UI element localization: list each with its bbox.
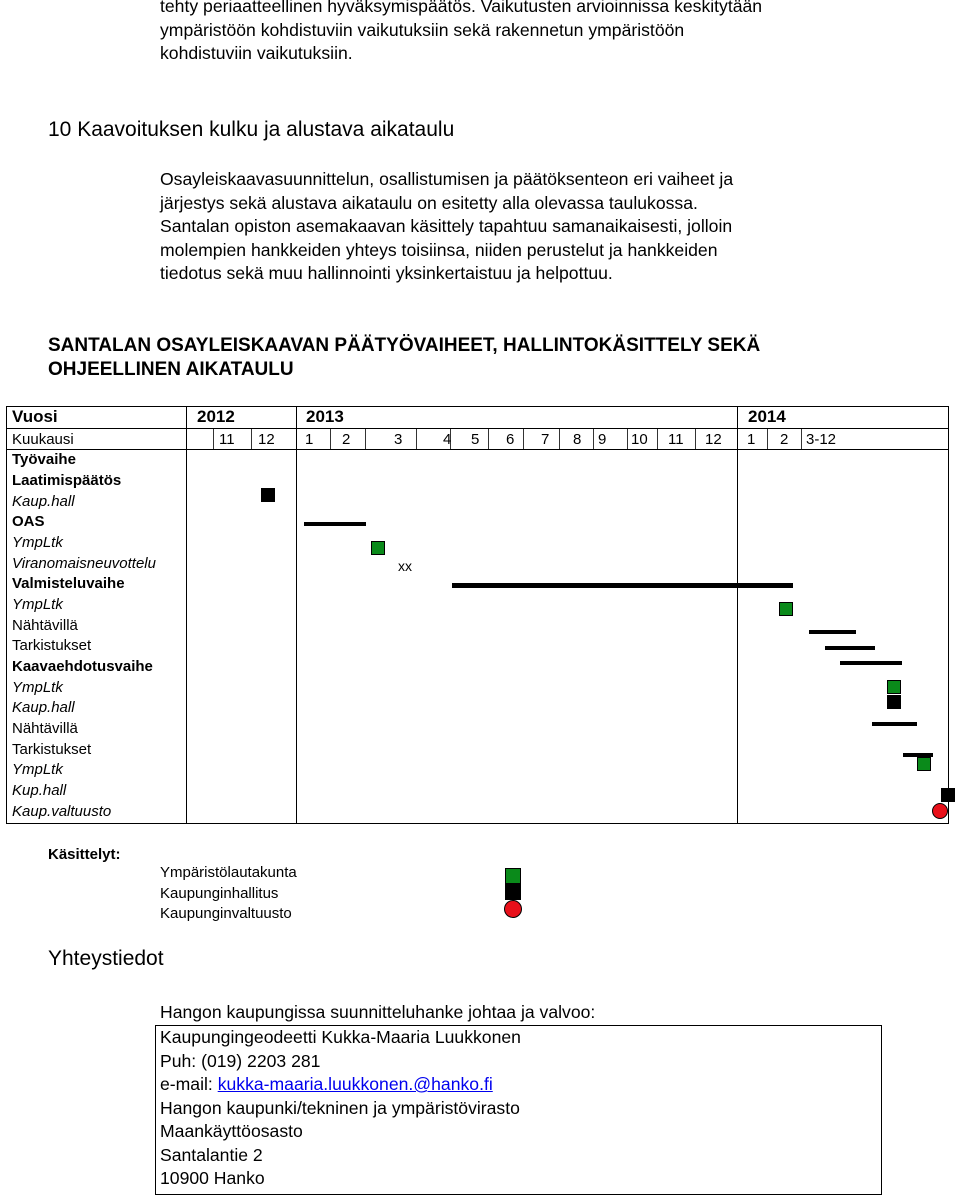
ympltk-marker (887, 680, 901, 694)
legend-green-square-icon (505, 868, 521, 884)
legend-item: Ympäristölautakunta (160, 864, 297, 881)
month-label: Kuukausi (12, 431, 74, 448)
contact-phone: Puh: (019) 2203 281 (160, 1050, 321, 1071)
section-heading: 10 Kaavoituksen kulku ja alustava aikataulu (48, 118, 455, 141)
year-2013: 2013 (306, 407, 344, 426)
contact-email-row (160, 1073, 521, 1097)
contact-intro: Hangon kaupungissa suunnitteluhanke johtaa ja valvoo: (160, 1002, 596, 1022)
row-label: Laatimispäätös (12, 472, 122, 489)
schedule-heading-line: SANTALAN OSAYLEISKAAVAN PÄÄTYÖVAIHEET, HALLINTOKÄSITTELY SEKÄ (48, 335, 761, 356)
paragraph-line: Santalan opiston asemakaavan käsittely tapahtuu samanaikaisesti, jolloin (160, 216, 733, 236)
month-cell: 1 (747, 431, 756, 448)
row-label: Kaavaehdotusvaihe (12, 658, 153, 675)
kaup-hall-marker (887, 695, 901, 709)
legend-item: Kaupunginvaltuusto (160, 905, 292, 922)
row-label: Viranomaisneuvottelu (12, 555, 156, 572)
month-cell: 10 (631, 431, 648, 448)
paragraph-line: molempien hankkeiden yhteys toisiinsa, niiden perustelut ja hankkeiden (160, 239, 718, 260)
nahtavilla-bar (872, 722, 917, 726)
row-label: Nähtävillä (12, 617, 78, 634)
row-label: YmpLtk (12, 761, 63, 778)
paragraph-line: Osayleiskaavasuunnittelun, osallistumisen ja päätöksenteon eri vaiheet ja (160, 169, 734, 189)
month-cell: 12 (258, 431, 275, 448)
row-label: Kup.hall (12, 782, 67, 799)
paragraph-line: järjestys sekä alustava aikataulu on esitetty alla olevassa taulukossa. (160, 192, 698, 213)
month-cell: 1 (305, 431, 314, 448)
month-cell: 5 (471, 431, 480, 448)
ympltk-marker (917, 757, 931, 771)
row-label: Nähtävillä (12, 720, 78, 737)
row-label: Kaup.valtuusto (12, 803, 112, 820)
month-cell: 9 (598, 431, 607, 448)
row-label: YmpLtk (12, 534, 63, 551)
nahtavilla-bar (809, 630, 856, 634)
year-label: Vuosi (12, 407, 58, 426)
row-label: Tarkistukset (12, 637, 92, 654)
contact-city: 10900 Hanko (160, 1168, 265, 1188)
row-label: Työvaihe (12, 451, 76, 468)
month-cell: 3-12 (806, 431, 837, 448)
email-link[interactable]: kukka-maaria.luukkonen.@hanko.fi (217, 1074, 493, 1094)
month-cell: 11 (668, 431, 684, 448)
row-label: Tarkistukset (12, 741, 92, 758)
row-label: YmpLtk (12, 679, 63, 696)
intro-line: tehty periaatteellinen hyväksymispäätös. Vaikutusten arvioinnissa keskitytään (160, 0, 763, 16)
ympltk-marker (371, 541, 385, 555)
contact-details (160, 1026, 521, 1191)
valmisteluvaihe-bar (452, 583, 793, 588)
row-label: YmpLtk (12, 596, 63, 613)
paragraph-line: tiedotus sekä muu hallinnointi yksinkertaistuu ja helpottuu. (160, 263, 613, 283)
kaavaehdotusvaihe-bar (840, 661, 902, 665)
schedule-heading-line: OHJEELLINEN AIKATAULU (48, 359, 294, 380)
tarkistukset-bar (825, 646, 875, 650)
legend-title: Käsittelyt: (48, 846, 121, 863)
oas-bar (304, 522, 366, 526)
row-label: Valmisteluvaihe (12, 575, 125, 592)
month-cell: 6 (506, 431, 515, 448)
legend-black-square-icon (505, 884, 521, 900)
contact-street: Santalantie 2 (160, 1144, 263, 1165)
kup-hall-marker (941, 788, 955, 802)
email-label: e-mail: (160, 1074, 218, 1094)
month-cell: 3 (394, 431, 403, 448)
legend-items (160, 863, 297, 925)
month-cell: 12 (705, 431, 722, 448)
ympltk-marker (779, 602, 793, 616)
xx-mark: xx (398, 558, 412, 574)
contact-dept: Maankäyttöosasto (160, 1121, 303, 1141)
month-cell: 4 (443, 431, 452, 448)
month-cell: 2 (780, 431, 789, 448)
month-cell: 7 (541, 431, 550, 448)
year-2014: 2014 (748, 407, 786, 426)
month-cell: 11 (219, 431, 235, 448)
month-cell: 8 (573, 431, 582, 448)
month-cell: 2 (342, 431, 351, 448)
kaup-hall-marker (261, 488, 275, 502)
intro-line: kohdistuviin vaikutuksiin. (160, 43, 353, 63)
legend-item: Kaupunginhallitus (160, 884, 279, 902)
row-label: OAS (12, 513, 45, 530)
row-label: Kaup.hall (12, 493, 75, 510)
kaup-valtuusto-marker (932, 803, 948, 819)
contact-name: Kaupungingeodeetti Kukka-Maaria Luukkonen (160, 1027, 521, 1047)
row-label: Kaup.hall (12, 699, 75, 716)
legend-red-circle-icon (504, 900, 522, 918)
intro-line: ympäristöön kohdistuviin vaikutuksiin sekä rakennetun ympäristöön (160, 19, 685, 40)
contact-heading: Yhteystiedot (48, 947, 164, 970)
year-2012: 2012 (197, 407, 235, 426)
contact-org: Hangon kaupunki/tekninen ja ympäristövirasto (160, 1097, 520, 1118)
